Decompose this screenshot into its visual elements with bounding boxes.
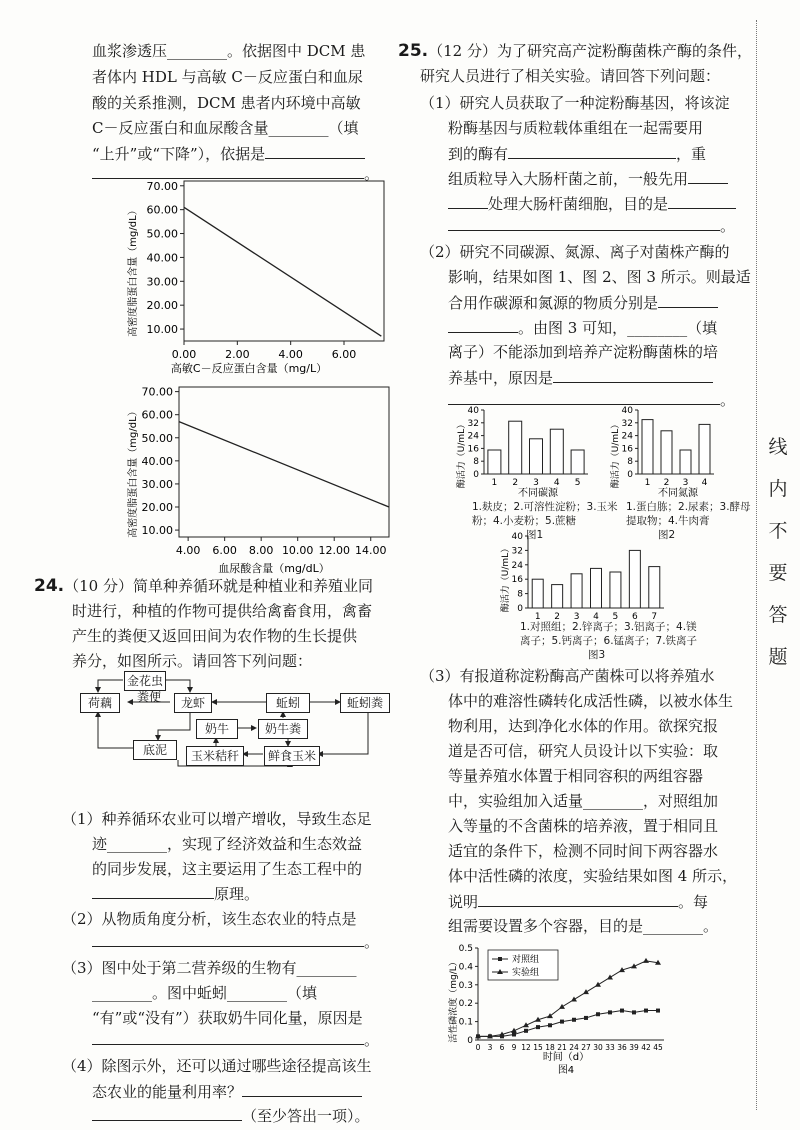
fig4-xtick-label-6: 18 xyxy=(545,1043,555,1052)
fig4-legend-label-2: 实验组 xyxy=(512,968,540,978)
fig2-caption-line1: 1.蛋白胨；2.尿素；3.酵母 xyxy=(626,501,751,513)
fig4-xtick-label-10: 30 xyxy=(593,1043,603,1052)
fig3-category-label-2: 2 xyxy=(554,612,561,622)
fig4-xtick-label-11: 33 xyxy=(605,1043,615,1052)
fig2-bar-2 xyxy=(661,431,672,474)
fig4-xlabel: 时间（d） xyxy=(542,1052,590,1063)
q25-s2-line1: （2）研究不同碳源、氮源、离子对菌株产酶的 xyxy=(420,243,730,261)
chart2-ytick-label-4: 50.00 xyxy=(141,431,173,445)
chart1-ytick-label-4: 50.00 xyxy=(146,227,178,241)
fig4-series-2-point-0 xyxy=(475,1033,481,1038)
fig2-ytick-label-2: 16 xyxy=(621,444,633,455)
fig1-ytick-label-1: 8 xyxy=(473,457,479,468)
node-heou: 荷藕 xyxy=(80,693,120,713)
fig2-ytick-label-3: 24 xyxy=(621,431,633,442)
q25-s2-line6: 养基中，原因是 xyxy=(448,366,713,389)
chart1-ytick-label-0: 10.00 xyxy=(146,323,178,337)
fig4-series-2-point-8 xyxy=(571,997,577,1002)
fig3-category-label-5: 5 xyxy=(612,612,619,622)
margin-char-1: 线 xyxy=(768,436,788,458)
fig1-category-label-3: 3 xyxy=(533,478,539,488)
node-qiuyin: 蚯蚓 xyxy=(266,693,310,713)
fig2-ytick-label-0: 0 xyxy=(627,470,633,480)
q24-number: 24. xyxy=(34,576,65,596)
fig4-series-1-line xyxy=(478,1011,658,1037)
fig2-category-label-2: 2 xyxy=(663,478,670,488)
fig2-ytick-label-1: 8 xyxy=(627,457,633,468)
fig2-category-label-3: 3 xyxy=(682,478,689,488)
chart2-xtick-label-1: 6.00 xyxy=(212,544,237,557)
fig1-carbon-source-chart xyxy=(454,404,592,500)
fig3-bar-2 xyxy=(552,585,563,608)
fig4-xtick-label-1: 3 xyxy=(487,1043,493,1052)
fig4-xtick-label-9: 27 xyxy=(581,1043,591,1052)
q25-number: 25. xyxy=(398,41,429,61)
fig4-series-1-point-12 xyxy=(620,1009,624,1013)
q24-s1-line3: 的同步发展，这主要运用了生态工程中的 xyxy=(92,860,363,878)
fig3-category-label-6: 6 xyxy=(631,612,638,622)
node-xianshiyumi: 鲜食玉米 xyxy=(264,746,320,766)
chart1-xtick-label-1: 2.00 xyxy=(225,348,250,361)
q25-s3-line9: 体中活性磷的浓度，实验结果如图 4 所示， xyxy=(448,867,738,885)
margin-char-5: 答 xyxy=(768,604,788,626)
fig4-series-1-point-13 xyxy=(632,1010,636,1014)
fig3-bar-6 xyxy=(629,550,640,608)
node-longxia: 龙虾 xyxy=(174,693,212,713)
q25-s1-line4: 组质粒导入大肠杆菌之前，一般先用 xyxy=(448,167,728,190)
q25-s2-line5: 离子）不能添加到培养产淀粉酶菌株的培 xyxy=(448,343,719,361)
chart2-ytick-label-0: 10.00 xyxy=(141,524,173,538)
fig4-xtick-label-8: 24 xyxy=(569,1043,579,1052)
q25-s3-line10: 说明 。每 xyxy=(448,890,708,913)
fig3-ytick-label-1: 8 xyxy=(517,589,523,600)
q25-s2-line2: 影响，结果如图 1、图 2、图 3 所示。则最适 xyxy=(448,268,751,286)
chart1-xlabel: 高敏C－反应蛋白含量（mg/L） xyxy=(170,362,328,375)
q24-s1-line2: 迹________，实现了经济效益和生态效益 xyxy=(92,835,363,853)
fig1-bar-5 xyxy=(571,450,584,474)
fig4-xtick-label-7: 21 xyxy=(557,1043,567,1052)
fig4-series-2-point-9 xyxy=(583,989,589,994)
fig3-bar-3 xyxy=(571,574,582,608)
q25-s3-line5: 等量养殖水体置于相同容积的两组容器 xyxy=(448,767,704,785)
fig4-series-2-point-6 xyxy=(547,1013,553,1018)
chart1-ytick-label-5: 60.00 xyxy=(146,203,178,217)
chart2-xtick-label-5: 14.00 xyxy=(354,544,387,557)
farm-cycle-diagram xyxy=(78,670,383,770)
fig4-ytick-label-1: 0.1 xyxy=(458,1017,473,1028)
fig3-category-label-1: 1 xyxy=(534,612,541,622)
q25-s2-line3: 合用作碳源和氮源的物质分别是 xyxy=(448,291,718,314)
fig4-series-1-point-10 xyxy=(596,1012,600,1016)
fig1-category-label-2: 2 xyxy=(512,478,519,488)
arrow-jinhuachong-heou xyxy=(98,680,123,692)
chart1-xtick-label-3: 6.00 xyxy=(331,348,357,361)
fig1-xlabel: 不同碳源 xyxy=(518,488,558,499)
fig2-ytick-label-5: 40 xyxy=(621,406,633,416)
chart2-xtick-label-2: 8.00 xyxy=(248,544,274,557)
fig1-caption-line2: 粉；4.小麦粉；5.蔗糖 xyxy=(472,515,577,527)
fig4-xtick-label-0: 0 xyxy=(475,1043,481,1052)
chart1-ytick-label-6: 70.00 xyxy=(146,179,178,193)
fig1-category-label-4: 4 xyxy=(553,478,560,488)
fig4-ytick-label-5: 0.5 xyxy=(458,944,473,954)
q25-s1-line1: （1）研究人员获取了一种淀粉酶基因，将该淀 xyxy=(420,94,730,112)
fig3-ylabel: 酶活力（U/mL） xyxy=(501,543,511,613)
q25-s2-line7: 。 xyxy=(448,388,735,411)
margin-char-2: 内 xyxy=(768,478,788,500)
fig3-ytick-label-2: 16 xyxy=(511,575,523,586)
fig2-category-label-4: 4 xyxy=(701,478,708,488)
fig3-caption-line1: 1.对照组；2.锌离子；3.铝离子；4.镁 xyxy=(520,621,697,633)
fig3-title: 图3 xyxy=(588,649,606,661)
fig3-ytick-label-3: 24 xyxy=(511,560,523,571)
q24-stem-line1: 24.（10 分）简单种养循环就是种植业和养殖业同 xyxy=(34,576,373,596)
q25-s1-line6: 。 xyxy=(448,214,735,237)
fig3-ion-chart xyxy=(498,530,668,622)
hdl-vs-uric-acid-chart xyxy=(124,382,394,582)
q25-s3-line3: 物利用，达到净化水体的作用。欲探究报 xyxy=(448,717,719,735)
chart1-ytick-label-3: 40.00 xyxy=(146,251,178,265)
q25-s3-line6: 中，实验组加入适量________，对照组加 xyxy=(448,792,719,810)
fig4-legend-label-1: 对照组 xyxy=(512,955,540,965)
q25-s3-line2: 体中的难溶性磷转化成活性磷，以被水体生 xyxy=(448,692,734,710)
margin-char-3: 不 xyxy=(768,520,788,542)
fig4-xtick-label-13: 39 xyxy=(629,1043,639,1052)
fig1-ytick-label-2: 16 xyxy=(467,444,479,455)
fig2-category-label-1: 1 xyxy=(644,478,651,488)
q23-line4: C－反应蛋白和血尿酸含量________（填 xyxy=(92,119,359,137)
fig4-xtick-label-3: 9 xyxy=(511,1043,517,1052)
fig1-ytick-label-3: 24 xyxy=(467,431,479,442)
chart1-ytick-label-2: 30.00 xyxy=(146,275,178,289)
fig4-xtick-label-12: 36 xyxy=(617,1043,627,1052)
q24-s3-line4: 。 xyxy=(92,1028,379,1051)
fig4-ytick-label-4: 0.4 xyxy=(458,962,473,973)
chart1-frame xyxy=(184,181,384,341)
q25-s3-line4: 道是否可信，研究人员设计以下实验：取 xyxy=(448,742,719,760)
fig4-series-2-point-11 xyxy=(607,974,613,979)
fig4-series-2-point-7 xyxy=(559,1004,565,1009)
q25-stem-line1: 25.（12 分）为了研究高产淀粉酶菌株产酶的条件， xyxy=(398,41,752,61)
chart1-xtick-label-0: 0.00 xyxy=(171,348,197,361)
fig3-bar-5 xyxy=(610,572,621,608)
node-niunaifen: 奶牛粪 xyxy=(258,719,308,739)
chart2-xtick-label-4: 12.00 xyxy=(318,544,350,557)
q25-s3-line7: 入等量的不含菌株的培养液，置于相同且 xyxy=(448,817,719,835)
chart2-ytick-label-1: 20.00 xyxy=(141,501,173,514)
chart2-frame xyxy=(179,387,389,537)
fig4-ytick-label-3: 0.3 xyxy=(458,980,473,991)
fig1-bar-3 xyxy=(530,439,543,474)
node-fenbian: 粪便 xyxy=(136,690,161,704)
q25-s1-line3: 到的酶有 ，重 xyxy=(448,142,706,165)
chart2-xtick-label-0: 4.00 xyxy=(175,544,201,557)
fig2-bar-3 xyxy=(680,450,691,474)
fig4-series-1-point-8 xyxy=(572,1018,576,1022)
node-niunai: 奶牛 xyxy=(196,719,238,739)
fig4-ytick-label-2: 0.2 xyxy=(458,999,473,1010)
q24-stem-line2: 时进行，种植的作物可提供给禽畜食用，禽畜 xyxy=(72,602,373,620)
node-jinhuachong: 金花虫 xyxy=(124,671,166,691)
q24-s2-line1: （2）从物质角度分析，该生态农业的特点是 xyxy=(62,910,357,928)
fig4-series-2-point-14 xyxy=(643,958,649,963)
fig1-ytick-label-5: 40 xyxy=(467,406,479,416)
arrow-qiuyinfen-xianshiyumi xyxy=(318,712,368,754)
q24-s4-line2: 态农业的能量利用率？ xyxy=(92,1080,362,1103)
fig4-xtick-label-5: 15 xyxy=(533,1043,543,1052)
q25-s2-line4: 。由图 3 可知，________（填 xyxy=(448,316,717,339)
fig1-bar-2 xyxy=(509,421,522,474)
fig4-series-1-point-5 xyxy=(536,1025,540,1029)
fig4-legend-marker-1 xyxy=(498,957,502,961)
chart2-ylabel: 高密度脂蛋白含量（mg/dL） xyxy=(128,406,139,538)
fig2-title: 图2 xyxy=(658,529,676,541)
fig4-series-1-point-15 xyxy=(656,1009,660,1013)
arrow-longxia-dini xyxy=(158,712,190,740)
chart2-ytick-label-5: 60.00 xyxy=(141,408,173,422)
q23-line6: 。 xyxy=(92,162,379,185)
q25-s3-line11: 组需要设置多个容器，目的是________。 xyxy=(448,917,719,935)
q24-s1-line4: 原理。 xyxy=(92,882,259,905)
q24-s3-line1: （3）图中处于第二营养级的生物有________ xyxy=(62,959,357,977)
q25-s1-line2: 粉酶基因与质粒载体重组在一起需要用 xyxy=(448,119,704,137)
fig3-ytick-label-4: 32 xyxy=(511,546,523,557)
fig4-series-1-point-4 xyxy=(524,1029,528,1033)
q24-s2-line2: 。 xyxy=(92,930,379,953)
chart2-xtick-label-3: 10.00 xyxy=(281,544,314,557)
chart1-ylabel: 高密度脂蛋白含量（mg/dL） xyxy=(128,205,139,337)
fig3-category-label-4: 4 xyxy=(593,612,599,622)
fig4-series-1-point-6 xyxy=(548,1023,552,1027)
q23-line5: “上升”或“下降”），依据是 xyxy=(92,142,365,165)
q23-line2: 者体内 HDL 与高敏 C－反应蛋白和血尿 xyxy=(92,68,363,86)
fig1-bar-1 xyxy=(488,450,501,474)
fig4-series-1-point-11 xyxy=(608,1010,612,1014)
chart2-ytick-label-3: 40.00 xyxy=(141,454,173,468)
fig4-active-phosphorus-chart xyxy=(446,940,696,1076)
binding-margin xyxy=(744,0,800,1130)
fig1-category-label-1: 1 xyxy=(491,478,498,488)
fig3-ytick-label-5: 40 xyxy=(511,532,523,542)
fig3-category-label-3: 3 xyxy=(573,612,580,622)
q24-stem-line4: 养分，如图所示。请回答下列问题： xyxy=(72,652,313,670)
q23-line1: 血浆渗透压________。依据图中 DCM 患 xyxy=(92,42,366,60)
binding-dotted-line xyxy=(756,20,757,1110)
chart2-ytick-label-6: 70.00 xyxy=(141,385,173,399)
fig4-title: 图4 xyxy=(557,1065,575,1076)
fig4-series-1-point-9 xyxy=(584,1016,588,1020)
margin-char-4: 要 xyxy=(768,562,788,584)
fig4-series-1-point-3 xyxy=(512,1032,516,1036)
q24-s1-line1: （1）种养循环农业可以增产增收，导致生态足 xyxy=(62,810,372,828)
fig2-nitrogen-source-chart xyxy=(608,404,718,500)
fig1-bar-4 xyxy=(550,429,563,474)
q24-s4-line1: （4）除图示外，还可以通过哪些途径提高该生 xyxy=(62,1057,372,1075)
fig2-ytick-label-4: 32 xyxy=(621,418,633,429)
fig1-title: 图1 xyxy=(526,529,544,541)
fig4-xtick-label-15: 45 xyxy=(653,1043,663,1052)
node-qiuyinfen: 蚯蚓粪 xyxy=(340,693,390,713)
fig1-ytick-label-0: 0 xyxy=(473,470,479,480)
fig3-bar-1 xyxy=(532,579,543,608)
fig2-ylabel: 酶活力（U/mL） xyxy=(611,419,621,489)
fig1-caption-line1: 1.麸皮；2.可溶性淀粉；3.玉米 xyxy=(472,501,618,513)
chart1-xtick-label-2: 4.00 xyxy=(278,348,303,361)
q25-stem-line2: 研究人员进行了相关实验。请回答下列问题： xyxy=(420,67,721,85)
margin-char-6: 题 xyxy=(768,646,788,668)
fig2-bar-4 xyxy=(699,424,710,474)
fig4-xtick-label-2: 6 xyxy=(499,1043,505,1052)
q25-s3-line1: （3）有报道称淀粉酶高产菌株可以将养殖水 xyxy=(420,667,715,685)
q24-s3-line2: ________。图中蚯蚓________（填 xyxy=(92,984,318,1002)
fig4-series-1-point-7 xyxy=(560,1020,564,1024)
fig1-ytick-label-4: 32 xyxy=(467,418,479,429)
node-yumijiegan: 玉米秸秆 xyxy=(186,746,244,766)
q25-s1-line5: 处理大肠杆菌细胞，目的是 xyxy=(448,192,736,215)
fig4-xtick-label-14: 42 xyxy=(641,1043,651,1052)
fig4-ytick-label-0: 0 xyxy=(467,1036,473,1046)
hdl-vs-crp-chart xyxy=(124,176,394,376)
chart2-regression-line xyxy=(179,422,389,507)
fig4-xtick-label-4: 12 xyxy=(521,1043,531,1052)
fig2-xlabel: 不同氮源 xyxy=(658,488,698,499)
chart2-xlabel: 血尿酸含量（mg/dL） xyxy=(218,562,330,575)
fig3-bar-4 xyxy=(591,568,602,608)
q24-stem-line3: 产生的粪便又返回田间为农作物的生长提供 xyxy=(72,627,358,645)
fig1-ylabel: 酶活力（U/mL） xyxy=(457,419,467,489)
fig4-series-2-point-10 xyxy=(595,982,601,987)
fig3-category-label-7: 7 xyxy=(651,612,658,622)
fig4-ylabel: 活性磷浓度（mg/L） xyxy=(449,957,459,1043)
fig3-ytick-label-0: 0 xyxy=(517,604,523,614)
chart1-ytick-label-1: 20.00 xyxy=(146,299,178,313)
fig2-caption-line2: 提取物；4.牛肉膏 xyxy=(626,515,710,527)
q25-s3-line8: 适宜的条件下，检测不同时间下两容器水 xyxy=(448,842,719,860)
fig4-series-1-point-14 xyxy=(644,1009,648,1013)
fig2-bar-1 xyxy=(642,420,653,474)
q23-line3: 酸的关系推测，DCM 患者内环境中高敏 xyxy=(92,94,361,112)
fig3-bar-7 xyxy=(649,567,660,608)
chart1-regression-line xyxy=(184,207,381,336)
fig3-caption-line2: 离子；5.钙离子；6.锰离子；7.铁离子 xyxy=(520,635,698,647)
node-dini: 底泥 xyxy=(133,740,177,760)
q24-s3-line3: “有”或“没有”）获取奶牛同化量，原因是 xyxy=(92,1009,363,1027)
q24-s4-line3: （至少答出一项）。 xyxy=(92,1104,370,1127)
chart2-ytick-label-2: 30.00 xyxy=(141,477,173,491)
arrow-dini-heou xyxy=(98,712,133,748)
fig1-category-label-5: 5 xyxy=(574,478,581,488)
